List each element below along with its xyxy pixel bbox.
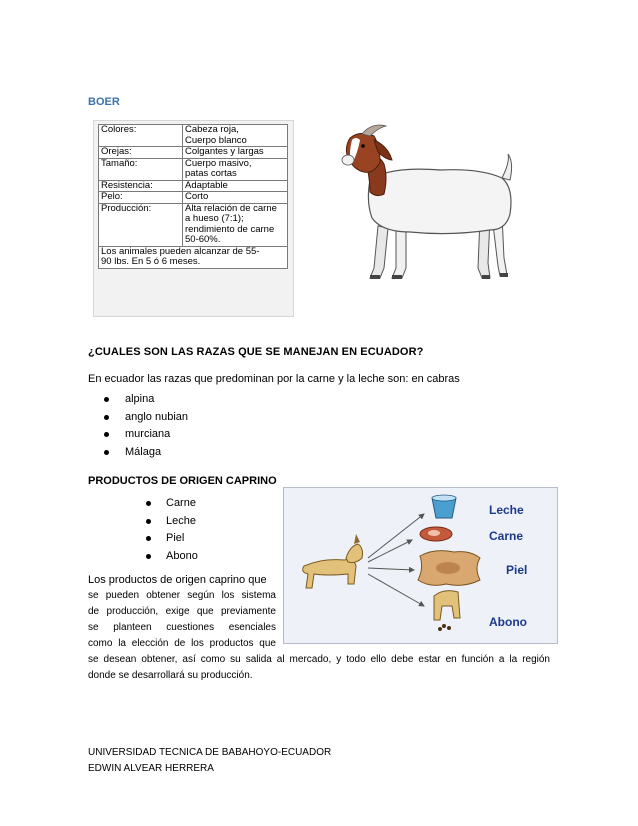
traits-note: Los animales pueden alcanzar de 55- 90 lbs. En 5 ó 6 meses. (99, 246, 288, 268)
footer-author: EDWIN ALVEAR HERRERA (88, 763, 214, 774)
breed-item (104, 411, 188, 429)
traits-table (98, 124, 288, 269)
trait-value: Cabeza roja, Cuerpo blanco (183, 125, 288, 147)
bullet-icon (104, 432, 109, 437)
paragraph-line: como la elección de los productos que (88, 638, 276, 649)
footer (88, 745, 331, 777)
trait-key: Orejas: (99, 147, 183, 159)
milk-bucket-icon (432, 495, 456, 518)
diagram-label-abono: Abono (489, 615, 527, 629)
paragraph-line: se desean obtener, así como su salida al mercado, y todo ello debe estar en función a la región (88, 654, 550, 665)
footer-university: UNIVERSIDAD TECNICA DE BABAHOYO-ECUADOR (88, 747, 332, 758)
product-label: Carne (166, 497, 196, 509)
trait-value: Alta relación de carne a hueso (7:1); rendimiento de carne 50-60%. (183, 203, 288, 246)
breed-item (104, 393, 188, 411)
trait-key: Resistencia: (99, 180, 183, 192)
bullet-icon (146, 536, 151, 541)
product-label: Piel (166, 532, 185, 544)
breeds-list (104, 393, 188, 463)
paragraph-line: se pueden obtener según los sistema (88, 590, 276, 601)
product-label: Abono (166, 549, 198, 562)
trait-key: Colores: (99, 125, 183, 147)
traits-note-row (99, 246, 288, 268)
traits-row (99, 125, 288, 147)
product-item (146, 532, 198, 550)
paragraph-line: Los productos de origen caprino que (88, 574, 267, 586)
trait-value: Cuerpo masivo, patas cortas (183, 158, 288, 180)
goat-icon (303, 534, 363, 588)
bullet-icon (104, 397, 109, 402)
diagram-label-carne: Carne (489, 529, 524, 543)
paragraph-wide (88, 652, 550, 684)
trait-value: Corto (183, 192, 288, 204)
breed-label: anglo nubian (125, 410, 189, 423)
breed-label: alpina (125, 393, 155, 405)
trait-key: Producción: (99, 203, 183, 246)
caprine-products-diagram (283, 487, 558, 644)
section-title-boer: BOER (88, 96, 120, 108)
bullet-icon (104, 415, 109, 420)
traits-row (99, 158, 288, 180)
breeds-heading: ¿CUALES SON LAS RAZAS QUE SE MANEJAN EN ECUADOR? (88, 346, 424, 358)
traits-row (99, 147, 288, 159)
boer-goat-illustration (330, 118, 520, 283)
breed-label: Málaga (125, 445, 162, 458)
manure-icon (434, 591, 460, 631)
bullet-icon (104, 450, 109, 455)
breeds-intro: En ecuador las razas que predominan por la carne y la leche son: en cabras (88, 373, 460, 385)
trait-value: Colgantes y largas (183, 147, 288, 159)
product-item (146, 497, 198, 515)
bullet-icon (146, 501, 151, 506)
breed-label: murciana (125, 428, 171, 440)
diagram-label-piel: Piel (506, 563, 528, 577)
breed-item (104, 428, 188, 446)
product-label: Leche (166, 514, 196, 527)
product-item (146, 550, 198, 568)
trait-value: Adaptable (183, 180, 288, 192)
paragraph-line: donde se desarrollará su producción. (88, 670, 253, 681)
diagram-label-leche: Leche (489, 503, 524, 517)
paragraph-line: de producción, exige que previamente (88, 606, 276, 617)
traits-row (99, 180, 288, 192)
paragraph-line: se planteen cuestiones esenciales (88, 622, 276, 633)
products-list (146, 497, 198, 567)
products-heading: PRODUCTOS DE ORIGEN CAPRINO (88, 475, 277, 487)
product-item (146, 515, 198, 533)
breed-item (104, 446, 188, 464)
bullet-icon (146, 519, 151, 524)
meat-icon (420, 527, 452, 541)
traits-row (99, 192, 288, 204)
boer-traits-table (93, 120, 294, 317)
trait-key: Pelo: (99, 192, 183, 204)
trait-key: Tamaño: (99, 158, 183, 180)
traits-row (99, 203, 288, 246)
products-diagram-art (284, 488, 557, 643)
hide-icon (418, 551, 480, 586)
bullet-icon (146, 554, 151, 559)
paragraph-narrow (88, 572, 276, 652)
